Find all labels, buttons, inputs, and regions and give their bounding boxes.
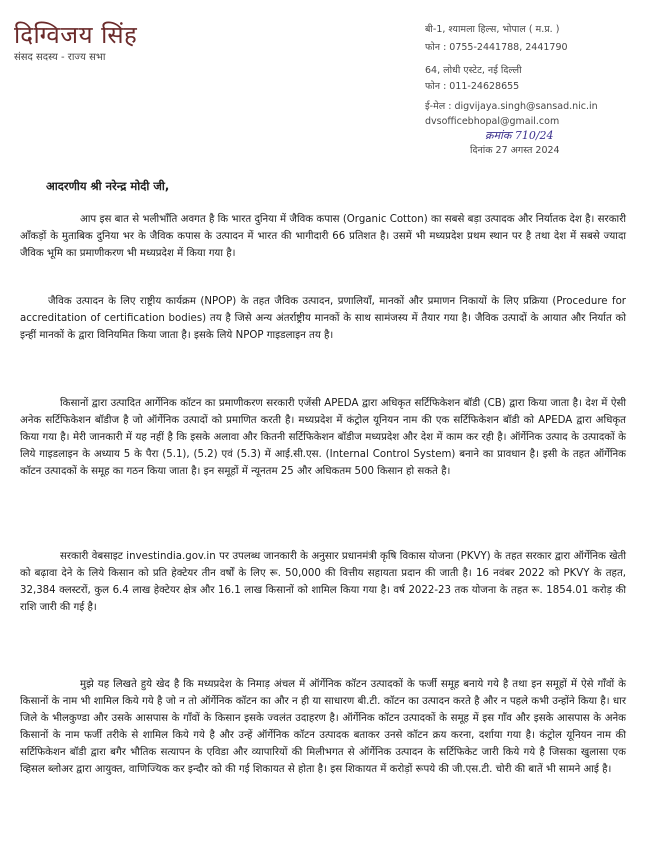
- email-office: dvsofficebhopal@gmail.com: [425, 116, 560, 127]
- sender-name: दिग्विजय सिंह: [14, 21, 138, 49]
- address-bhopal: बी-1, श्यामला हिल्स, भोपाल ( म.प्र. ): [425, 24, 560, 35]
- paragraph-organic-cotton: आप इस बात से भलीभाँति अवगत है कि भारत दुनिया में जैविक कपास (Organic Cotton) का सबसे बड़ा उत्पादक और निर्यातक देश है। सरकारी आँकड़ों के मुताबिक दुनिया भर के जैविक कपास के उत्पादन में भारत की भागीदारी 66 प्रतिशत है। उसमें भी मध्यप्रदेश प्रथम स्थान पर है तथा देश में सबसे ज्यादा जैविक भूमि का प्रमाणीकरण भी मध्यप्रदेश में किया गया है।: [20, 214, 626, 259]
- letter-date: दिनांक 27 अगस्त 2024: [470, 145, 560, 156]
- paragraph-certification: किसानों द्वारा उत्पादित आर्गेनिक कॉटन का प्रमाणीकरण सरकारी एजेंसी APEDA द्वारा अधिकृत सर्टिफिकेशन बॉडी (CB) द्वारा किया जाता है। देश में ऐसी अनेक सर्टिफिकेशन बॉडीज है जो ऑर्गेनिक उत्पादों को प्रमाणित करती है। मध्यप्रदेश में कंट्रोल यूनियन नाम की एक सर्टिफिकेशन बॉडी को APEDA द्वारा अधिकृत किया गया है। मेरी जानकारी में यह नहीं है कि इसके अलावा और कितनी सर्टिफिकेशन बॉडीज मध्यप्रदेश और देश में काम कर रही है। ऑर्गेनिक उत्पाद के उत्पादकों के लिये गाइडलाइन के अध्याय 5 के पैरा (5.1), (5.2) एवं (5.3) में आई.सी.एस. (Internal Control System) बनाने का प्रावधान है। इसी के तहत ऑर्गेनिक कॉटन उत्पादकों के समूह का गठन किया जाता है। इन समूहों में न्यूनतम 25 और अधिकतम 500 किसान हो सकते है।: [20, 398, 626, 477]
- email-sansad: ई-मेल : digvijaya.singh@sansad.nic.in: [425, 101, 598, 112]
- paragraph-complaint: मुझे यह लिखते हुये खेद है कि मध्यप्रदेश के निमाड़ अंचल में ऑर्गेनिक कॉटन उत्पादकों के फर्जी समूह बनाये गये है तथा इन समूहों में ऐसे गाँवों के किसानों के नाम भी शामिल किये गये है जो न तो ऑर्गेनिक कॉटन का और न ही या साधारण बी.टी. कॉटन का उत्पादन करते है और न पहले कभी उन्होंने किया है। धार जिले के भीलकुण्डा और उसके आसपास के गाँवों के किसान इसके ज्वलंत उदाहरण है। ऑर्गेनिक कॉटन उत्पादकों के समूह में इस गाँव और इसके आसपास के अनेक किसानों के नाम फर्जी तरीके से शामिल किये गये है और उन्हें ऑर्गेनिक कॉटन उत्पादक बताकर उनसे कॉटन क्रय करना, दर्शाया गया है। कंट्रोल यूनियन नाम की सर्टिफिकेशन बॉडी द्वारा बगैर भौतिक सत्यापन के एविडा और व्यापारियों की मिलीभगत से ऑर्गेनिक उत्पादन के सर्टिफिकेट जारी किये गये है जिसका खुलासा एक व्हिसल ब्लोअर द्वारा आयुक्त, वाणिज्यिक कर इन्दौर को की गई शिकायत से होता है। इस शिकायत में करोड़ों रूपये की जी.एस.टी. चोरी की बातें भी सामने आई है।: [20, 679, 626, 775]
- salutation: आदरणीय श्री नरेन्द्र मोदी जी,: [46, 179, 170, 193]
- address-delhi: 64, लोधी एस्टेट, नई दिल्ली: [425, 65, 522, 76]
- sender-designation: संसद सदस्य - राज्य सभा: [14, 52, 106, 63]
- phone-bhopal: फोन : 0755-2441788, 2441790: [425, 42, 568, 53]
- paragraph-npop: जैविक उत्पादन के लिए राष्ट्रीय कार्यक्रम (NPOP) के तहत जैविक उत्पादन, प्रणालियाँ, मानकों और प्रमाणन निकायों के लिए प्रक्रिया (Procedure for accreditation of certification bodies) तय है जिसे अन्य अंतर्राष्ट्रीय मानकों के साथ सामंजस्य में तैयार गया है। जैविक उत्पादों के आयात और निर्यात को इन्हीं मानकों के द्वारा विनियमित किया जाता है। इसके लिये NPOP गाइडलाइन तय है।: [20, 296, 626, 341]
- paragraph-pkvy: सरकारी वेबसाइट investindia.gov.in पर उपलब्ध जानकारी के अनुसार प्रधानमंत्री कृषि विकास योजना (PKVY) के तहत सरकार द्वारा ऑर्गेनिक खेती को बढ़ावा देने के लिये किसान को प्रति हेक्टेयर तीन वर्षों के लिए रू. 50,000 की वित्तीय सहायता प्रदान की जाती है। 16 नवंबर 2022 को PKVY के तहत, 32,384 क्लस्टरों, कुल 6.4 लाख हेक्टेयर क्षेत्र और 16.1 लाख किसानों को शामिल किया गया है। वर्ष 2022-23 तक योजना के तहत रू. 1854.01 करोड़ की राशि जारी की गई है।: [20, 551, 626, 613]
- reference-number: क्रमांक 710/24: [485, 129, 554, 142]
- phone-delhi: फोन : 011-24628655: [425, 81, 520, 92]
